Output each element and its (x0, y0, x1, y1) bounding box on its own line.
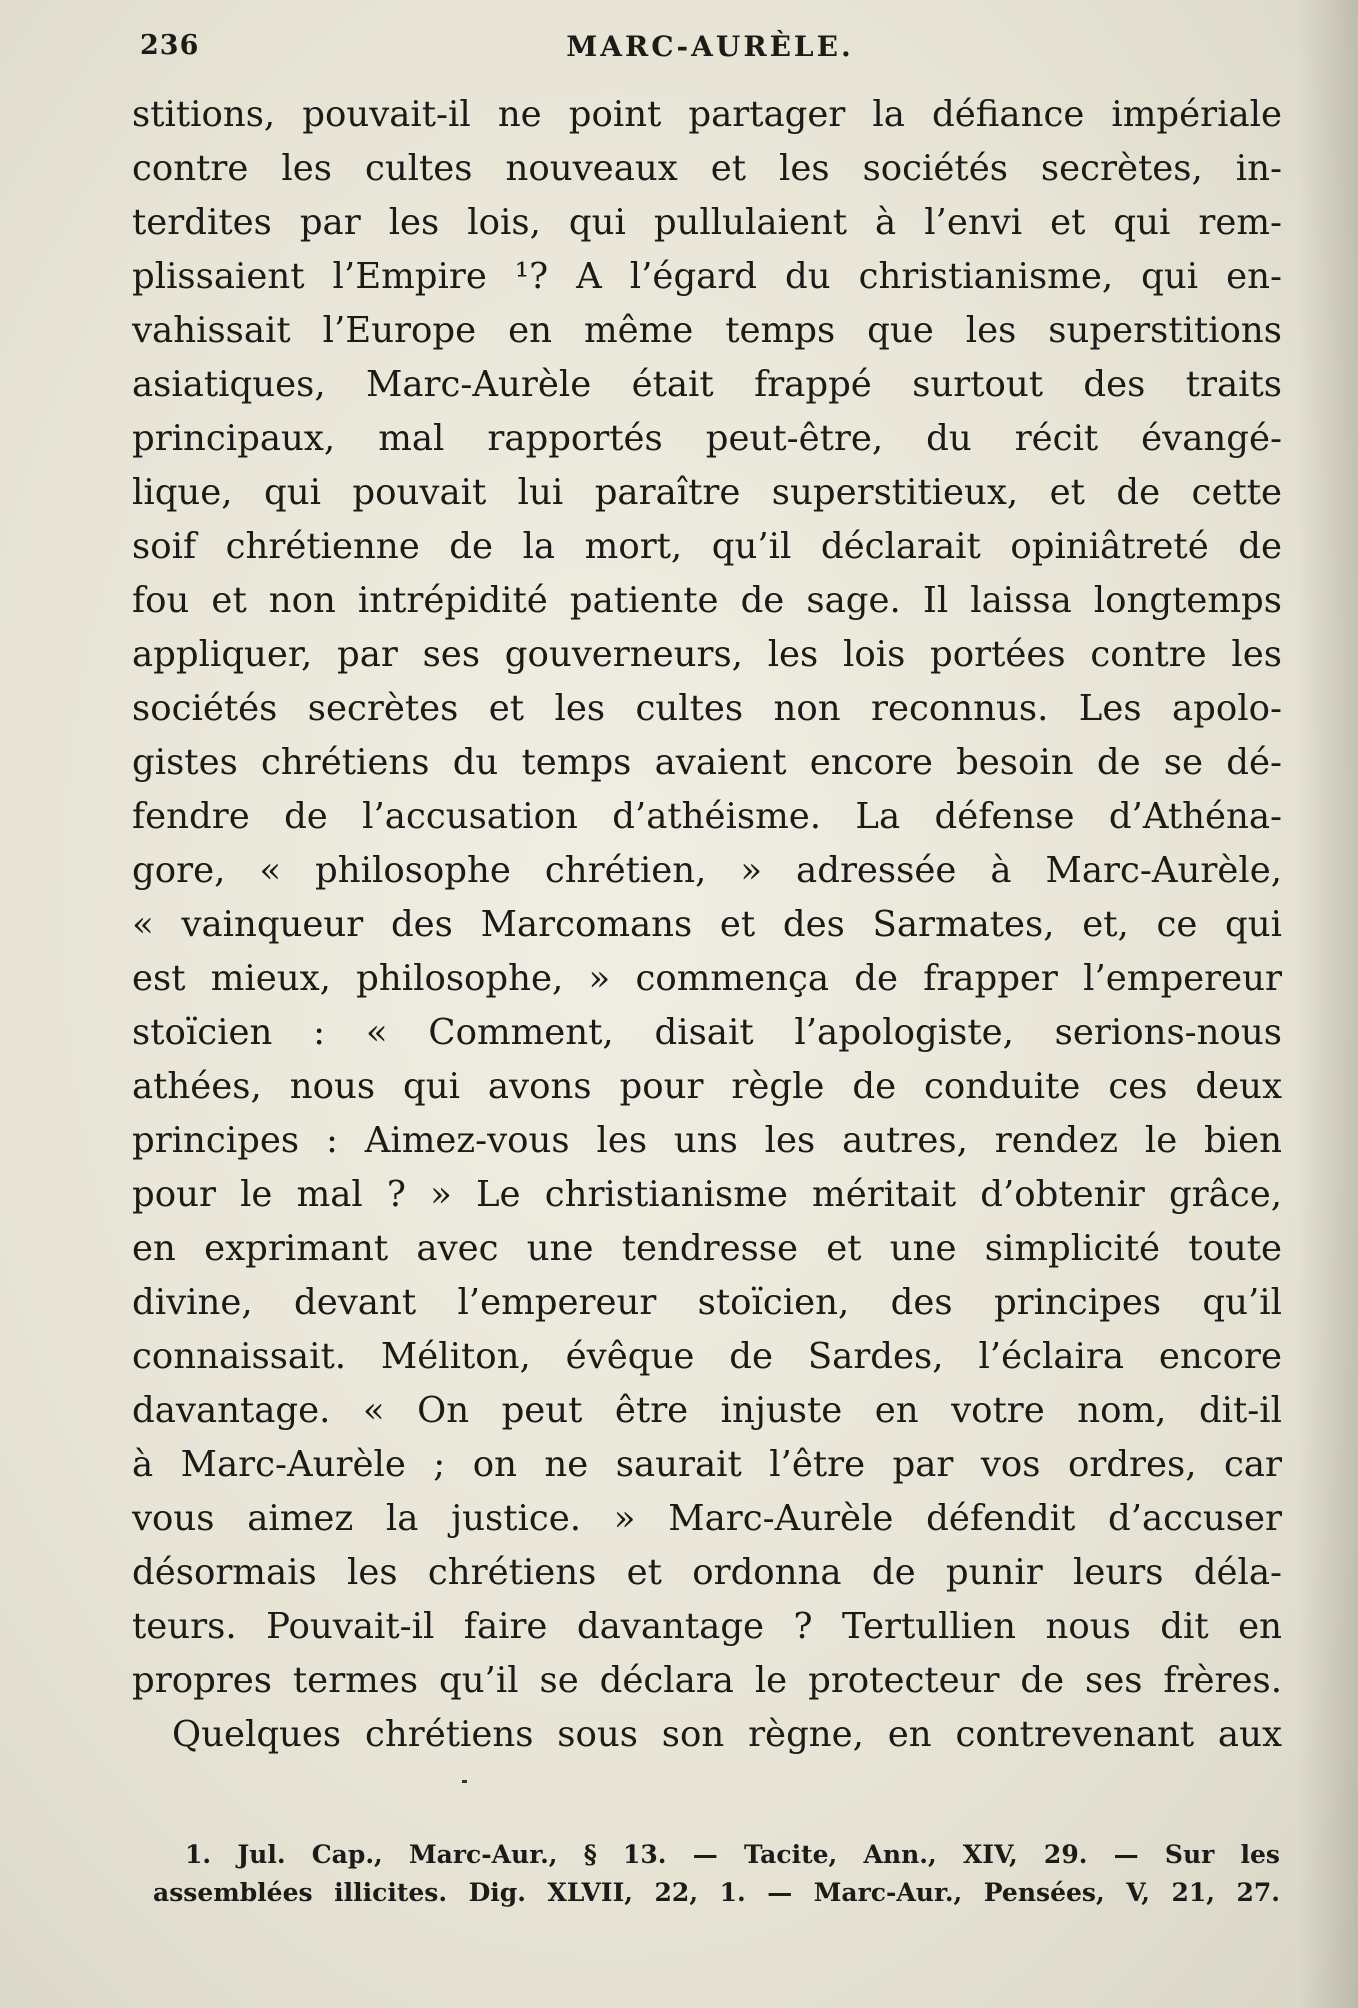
page-header (140, 30, 1280, 70)
footnote-line: assemblées illicites. Dig. XLVII, 22, 1. — Marc-Aur., Pensées, V, 21, 27. (153, 1878, 1280, 1907)
text-line: lique, qui pouvait lui paraître superstitieux, et de cette (132, 472, 1282, 513)
text-line: est mieux, philosophe, » commença de frapper l’empereur (132, 958, 1282, 999)
text-line: en exprimant avec une tendresse et une simplicité toute (132, 1228, 1282, 1269)
text-line: pour le mal ? » Le christianisme méritait d’obtenir grâce, (132, 1174, 1282, 1215)
text-line: fou et non intrépidité patiente de sage. Il laissa longtemps (132, 580, 1282, 621)
text-line: fendre de l’accusation d’athéisme. La défense d’Athéna- (132, 796, 1282, 837)
page-edge-shadow (1298, 0, 1358, 2008)
page-number: 236 (140, 30, 200, 61)
body-text (132, 88, 1282, 1762)
text-line: athées, nous qui avons pour règle de conduite ces deux (132, 1066, 1282, 1107)
text-line: « vainqueur des Marcomans et des Sarmates, et, ce qui (132, 904, 1282, 945)
text-line: soif chrétienne de la mort, qu’il déclarait opiniâtreté de (132, 526, 1282, 567)
text-line: Quelques chrétiens sous son règne, en contrevenant aux (172, 1714, 1282, 1755)
text-line: à Marc-Aurèle ; on ne saurait l’être par vos ordres, car (132, 1444, 1282, 1485)
separator-mark (462, 1780, 467, 1783)
text-line: connaissait. Méliton, évêque de Sardes, l’éclaira encore (132, 1336, 1282, 1377)
text-line: plissaient l’Empire ¹? A l’égard du christianisme, qui en- (132, 256, 1282, 297)
text-line: désormais les chrétiens et ordonna de punir leurs déla- (132, 1552, 1282, 1593)
text-line: vahissait l’Europe en même temps que les superstitions (132, 310, 1282, 351)
text-line: appliquer, par ses gouverneurs, les lois portées contre les (132, 634, 1282, 675)
text-line: gistes chrétiens du temps avaient encore besoin de se dé- (132, 742, 1282, 783)
text-line: stitions, pouvait-il ne point partager la défiance impériale (132, 94, 1282, 135)
text-line: gore, « philosophe chrétien, » adressée à Marc-Aurèle, (132, 850, 1282, 891)
text-line: vous aimez la justice. » Marc-Aurèle défendit d’accuser (132, 1498, 1282, 1539)
text-line: terdites par les lois, qui pullulaient à l’envi et qui rem- (132, 202, 1282, 243)
text-line: sociétés secrètes et les cultes non reconnus. Les apolo- (132, 688, 1282, 729)
text-line: divine, devant l’empereur stoïcien, des principes qu’il (132, 1282, 1282, 1323)
text-line: propres termes qu’il se déclara le protecteur de ses frères. (132, 1660, 1282, 1701)
text-line: asiatiques, Marc-Aurèle était frappé surtout des traits (132, 364, 1282, 405)
footnote-line: 1. Jul. Cap., Marc-Aur., § 13. — Tacite, Ann., XIV, 29. — Sur les (185, 1840, 1280, 1869)
text-line: principes : Aimez-vous les uns les autres, rendez le bien (132, 1120, 1282, 1161)
running-head: MARC-AURÈLE. (566, 30, 854, 63)
text-line: stoïcien : « Comment, disait l’apologiste, serions-nous (132, 1012, 1282, 1053)
footnote (153, 1836, 1280, 1912)
text-line: contre les cultes nouveaux et les sociétés secrètes, in- (132, 148, 1282, 189)
text-line: davantage. « On peut être injuste en votre nom, dit-il (132, 1390, 1282, 1431)
text-line: teurs. Pouvait-il faire davantage ? Tertullien nous dit en (132, 1606, 1282, 1647)
text-line: principaux, mal rapportés peut-être, du récit évangé- (132, 418, 1282, 459)
